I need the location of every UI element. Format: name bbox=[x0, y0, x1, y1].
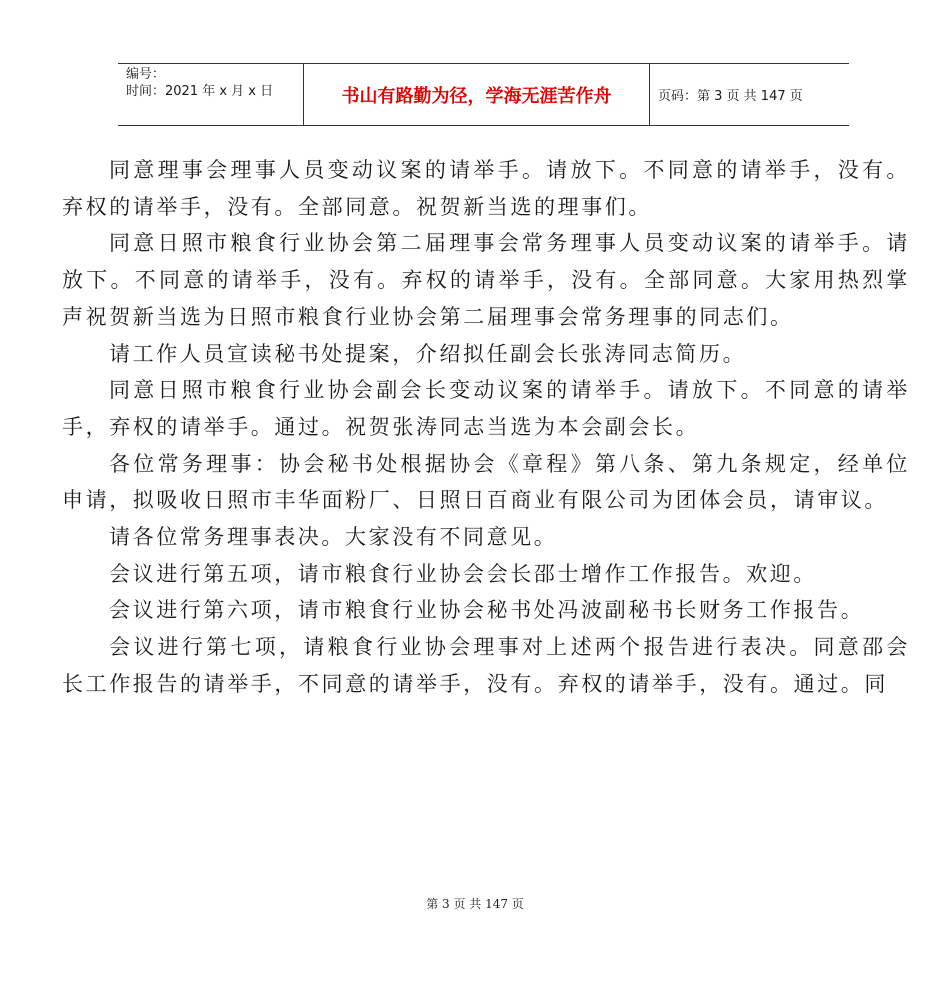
header-meta-cell bbox=[118, 64, 304, 125]
paragraph: 会议进行第六项，请市粮食行业协会秘书处冯波副秘书长财务工作报告。 bbox=[109, 598, 865, 623]
footer-page-number: 第 3 页 共 147 页 bbox=[426, 897, 524, 911]
paragraph: 同意理事会理事人员变动议案的请举手。请放下。不同意的请举手，没有。弃权的请举手，没有。全部同意。祝贺新当选的理事们。 bbox=[62, 158, 910, 219]
paragraph: 会议进行第五项，请市粮食行业协会会长邵士增作工作报告。欢迎。 bbox=[109, 561, 817, 586]
paragraph: 请各位常务理事表决。大家没有不同意见。 bbox=[109, 525, 558, 550]
date-label: 时间：2021 年 x 月 x 日 bbox=[126, 84, 274, 99]
paragraph: 同意日照市粮食行业协会第二届理事会常务理事人员变动议案的请举手。请放下。不同意的请举手，没有。弃权的请举手，没有。全部同意。大家用热烈掌声祝贺新当选为日照市粮食行业协会第二届理事会常务理事的同志们。 bbox=[62, 231, 910, 329]
document-header bbox=[118, 63, 849, 126]
page-info: 页码：第 3 页 共 147 页 bbox=[658, 89, 803, 104]
motto-text: 书山有路勤为径，学海无涯苦作舟 bbox=[341, 85, 612, 107]
paragraph: 同意日照市粮食行业协会副会长变动议案的请举手。请放下。不同意的请举手，弃权的请举手。通过。祝贺张涛同志当选为本会副会长。 bbox=[62, 378, 910, 439]
document-body bbox=[62, 152, 910, 703]
paragraph: 请工作人员宣读秘书处提案，介绍拟任副会长张涛同志简历。 bbox=[109, 341, 747, 366]
page-footer bbox=[0, 895, 950, 912]
paragraph: 会议进行第七项，请粮食行业协会理事对上述两个报告进行表决。同意邵会长工作报告的请举手，不同意的请举手，没有。弃权的请举手，没有。通过。同 bbox=[62, 635, 910, 696]
paragraph: 各位常务理事：协会秘书处根据协会《章程》第八条、第九条规定，经单位申请，拟吸收日照市丰华面粉厂、日照日百商业有限公司为团体会员，请审议。 bbox=[62, 451, 910, 513]
header-page-cell bbox=[650, 64, 849, 125]
header-motto-cell bbox=[304, 64, 650, 125]
serial-number-label: 编号： bbox=[126, 67, 166, 82]
